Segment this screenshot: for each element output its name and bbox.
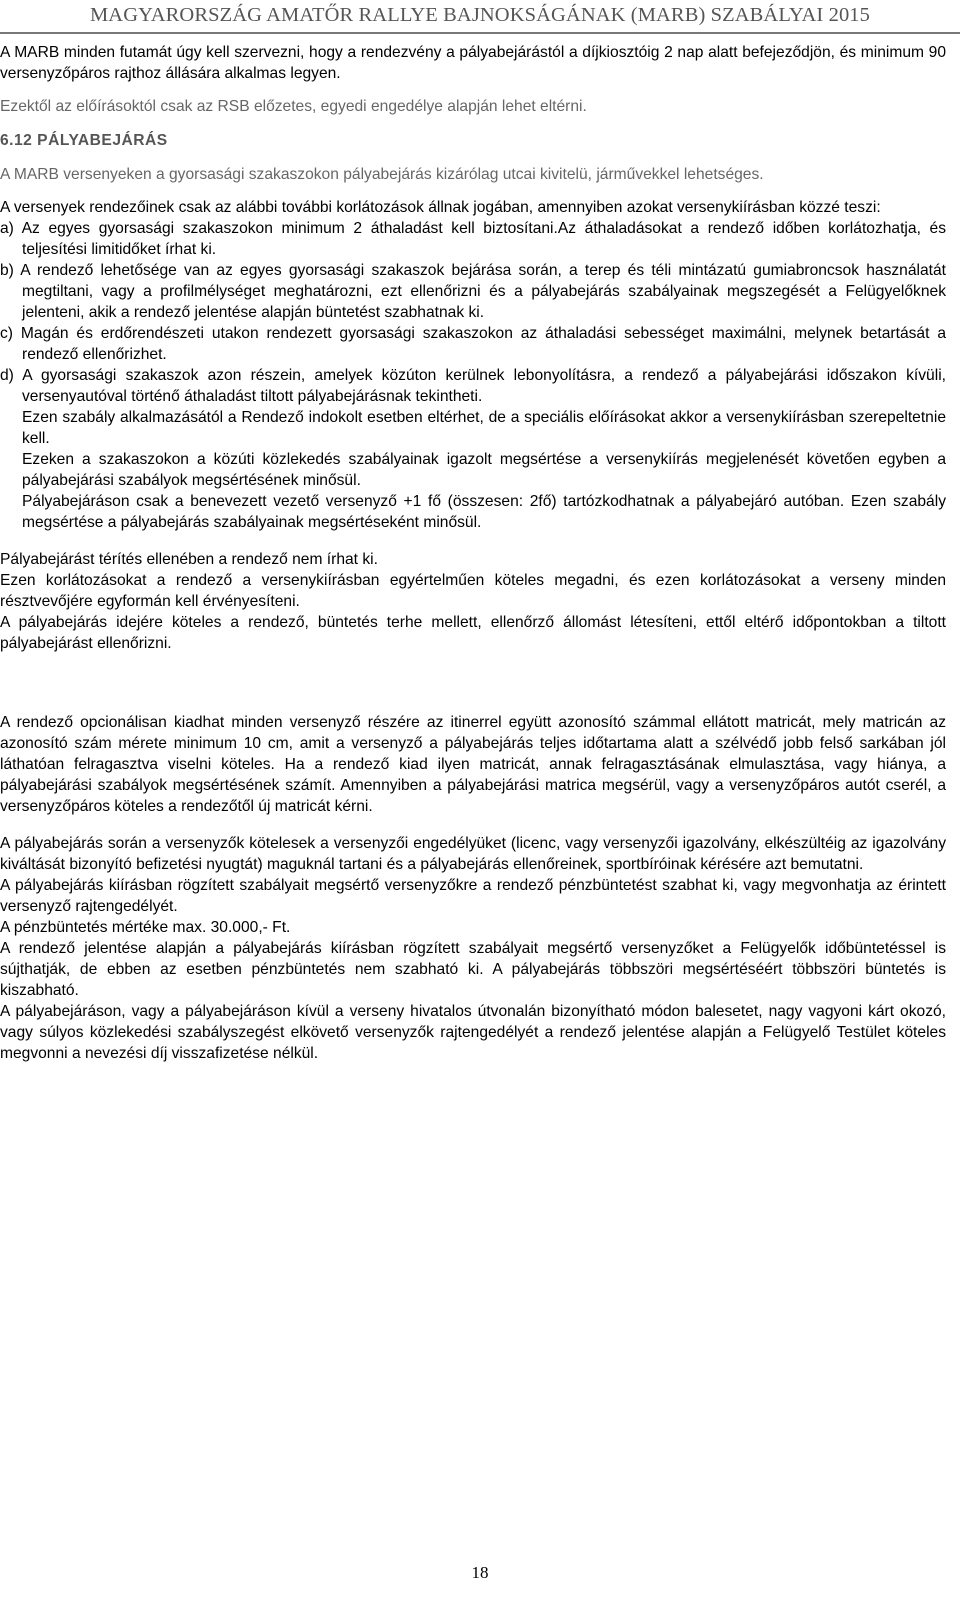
page-number: 18 bbox=[471, 1563, 489, 1582]
list-item: b) A rendező lehetősége van az egyes gyorsasági szakaszok bejárása során, a terep és téli mintázatú gumiabroncsok használatát megtiltani, vagy a profilmélységet meghatározni, ezt ellenőrizni és a pályabejárás szabályainak megszegését a Felügyelőknek jelenteni, akik a rendező jelentése alapján büntetést szabhatnak ki. bbox=[0, 262, 946, 321]
list-item: c) Magán és erdőrendészeti utakon rendezett gyorsasági szakaszokon az áthaladási sebességet maximálni, melynek betartását a rendező ellenőrizhet. bbox=[0, 325, 946, 363]
intro-paragraph-2: Ezektől az előírásoktól csak az RSB előzetes, egyedi engedélye alapján lehet eltérni. bbox=[0, 98, 587, 115]
after-paragraph: A pályabejárás idejére köteles a rendező, büntetés terhe mellett, ellenőrző állomást létesíteni, ettől eltérő időpontokban a tiltott pályabejárást ellenőrizni. bbox=[0, 614, 946, 652]
final-paragraph: A pályabejárás kiírásban rögzített szabályait megsértő versenyzőkre a rendező pénzbüntetést szabhat ki, vagy megvonhatja az érintett versenyző rajtengedélyét. bbox=[0, 877, 946, 915]
final-paragraph: A pályabejáráson, vagy a pályabejáráson kívül a verseny hivatalos útvonalán bizonyítható módon balesetet, nagy vagyoni kárt okozó, vagy súlyos közlekedési szabályszegést elkövető versenyzők rajtengedélyét a rendező jelentése alapján a Felügyelő Testület köteles megvonni a nevezési díj visszafizetése nélkül. bbox=[0, 1003, 946, 1062]
running-header: MAGYARORSZÁG AMATŐR RALLYE BAJNOKSÁGÁNAK (MARB) SZABÁLYAI 2015 bbox=[89, 4, 870, 26]
intro-paragraph-1: A MARB minden futamát úgy kell szervezni, hogy a rendezvény a pályabejárástól a díjkiosztóig 2 nap alatt befejeződjön, és minimum 90 versenyzőpáros rajthoz állására alkalmas legyen. bbox=[0, 44, 946, 82]
restriction-list bbox=[0, 218, 946, 533]
after-paragraph: Ezen korlátozásokat a rendező a versenykiírásban egyértelműen köteles megadni, és ezen korlátozásokat a verseny minden résztvevőjére egyformán kell érvényesíteni. bbox=[0, 572, 946, 610]
sticker-paragraph: A rendező opcionálisan kiadhat minden versenyző részére az itinerrel együtt azonosító számmal ellátott matricát, mely matricán az azonosító szám mérete minimum 10 cm, amit a versenyző a pályabejárás teljes időtartama alatt a szélvédő jobb felső sarkában jól láthatóan felragasztva viselni köteles. Ha a rendező kiad ilyen matricát, annak felragasztásának elmulasztása, vagy hiánya, a pályabejárási szabályok megsértésének számít. Amennyiben a pályabejárási matrica megsérül, vagy a versenyzőpáros autót cserél, a versenyzőpáros köteles a rendezőtől új matricát kérni. bbox=[0, 714, 946, 815]
header-rule bbox=[0, 32, 960, 34]
section-heading: 6.12 PÁLYABEJÁRÁS bbox=[0, 132, 168, 149]
document-body bbox=[0, 42, 946, 1064]
list-item-continuation: Ezeken a szakaszokon a közúti közlekedés szabályainak igazolt megsértése a versenykiírás megjelenését követően egyben a pályabejárási szabályok megsértésének minősül. bbox=[22, 451, 946, 489]
list-item-continuation: Pályabejáráson csak a benevezett vezető versenyző +1 fő (összesen: 2fő) tartózkodhatnak a pályabejáró autóban. Ezen szabály megsértése a pályabejárás szabályainak megsértéseként minősül. bbox=[22, 493, 946, 531]
final-paragraph: A pályabejárás során a versenyzők kötelesek a versenyzői engedélyüket (licenc, vagy versenyzői igazolvány, elkészültéig az igazolvány kiváltását bizonyító befizetési nyugtát) maguknál tartani és a pályabejárás ellenőreinek, sportbíróinak kérésére azt bemutatni. bbox=[0, 835, 946, 873]
after-paragraph: Pályabejárást térítés ellenében a rendező nem írhat ki. bbox=[0, 551, 378, 568]
section-paragraph-1: A MARB versenyeken a gyorsasági szakaszokon pályabejárás kizárólag utcai kivitelü, járművekkel lehetséges. bbox=[0, 166, 764, 183]
final-paragraph: A pénzbüntetés mértéke max. 30.000,- Ft. bbox=[0, 919, 291, 936]
list-item: d) A gyorsasági szakaszok azon részein, amelyek közúton kerülnek lebonyolításra, a rendező a pályabejárási időszakon kívüli, versenyautóval történő áthaladást tiltott pályabejárásnak tekintheti. bbox=[0, 367, 946, 405]
list-item: a) Az egyes gyorsasági szakaszokon minimum 2 áthaladást kell biztosítani.Az áthaladásokat a rendező időben korlátozhatja, és teljesítési limitidőket írhat ki. bbox=[0, 220, 946, 258]
section-paragraph-2: A versenyek rendezőinek csak az alábbi további korlátozások állnak jogában, amennyiben azokat versenykiírásban közzé teszi: bbox=[0, 199, 881, 216]
list-item-continuation: Ezen szabály alkalmazásától a Rendező indokolt esetben eltérhet, de a speciális előírásokat akkor a versenykiírásban szerepeltetnie kell. bbox=[22, 409, 946, 447]
final-paragraph: A rendező jelentése alapján a pályabejárás kiírásban rögzített szabályait megsértő versenyzőket a Felügyelők időbüntetéssel is sújthatják, de ebben az esetben pénzbüntetés nem szabható ki. A pályabejárás többszöri megsértéséért többszöri büntetés is kiszabható. bbox=[0, 940, 946, 999]
